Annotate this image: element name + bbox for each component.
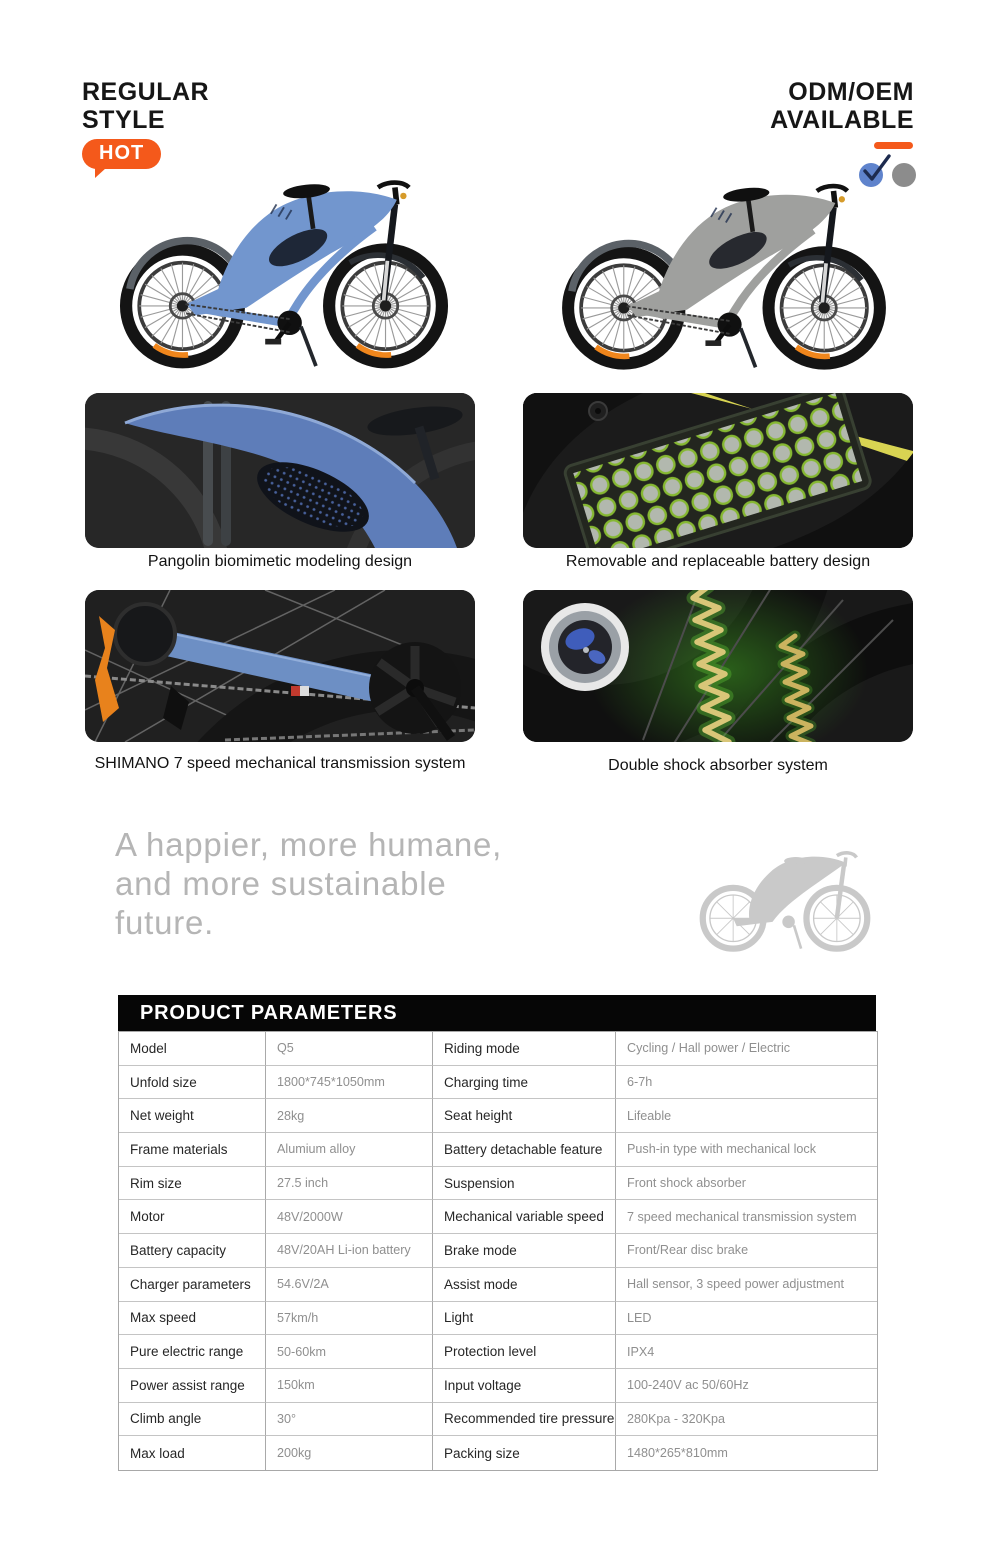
bike-grey-svg: [546, 152, 902, 384]
param-label: Battery capacity: [119, 1234, 266, 1268]
param-value: Lifeable: [616, 1099, 877, 1133]
tagline-line1: A happier, more humane,: [115, 826, 503, 863]
param-label: Light: [433, 1302, 616, 1336]
param-value: 27.5 inch: [266, 1167, 433, 1201]
odm-oem-line2: AVAILABLE: [770, 106, 914, 134]
param-value: 48V/20AH Li-ion battery: [266, 1234, 433, 1268]
param-label: Climb angle: [119, 1403, 266, 1437]
param-label: Suspension: [433, 1167, 616, 1201]
bike-image-blue: [104, 148, 464, 383]
param-value: 50-60km: [266, 1335, 433, 1369]
param-label: Pure electric range: [119, 1335, 266, 1369]
feature-image-shock-absorber: [523, 590, 913, 742]
tagline-line3: future.: [115, 903, 215, 941]
param-label: Net weight: [119, 1099, 266, 1133]
regular-style-line1: REGULAR: [82, 78, 210, 106]
param-label: Protection level: [433, 1335, 616, 1369]
parameters-table: [118, 1031, 878, 1471]
param-value: 1800*745*1050mm: [266, 1066, 433, 1100]
param-label: Motor: [119, 1200, 266, 1234]
param-label: Rim size: [119, 1167, 266, 1201]
param-label: Charging time: [433, 1066, 616, 1100]
param-value: Cycling / Hall power / Electric: [616, 1032, 877, 1066]
param-label: Max load: [119, 1436, 266, 1470]
param-value: LED: [616, 1302, 877, 1336]
param-value: 7 speed mechanical transmission system: [616, 1200, 877, 1234]
accent-underline: [874, 142, 913, 149]
feature-image-pangolin-frame: [85, 393, 475, 548]
odm-oem-title: [770, 78, 914, 134]
param-label: Unfold size: [119, 1066, 266, 1100]
bike-silhouette: [694, 836, 876, 954]
feature-image-battery: [523, 393, 913, 548]
param-value: IPX4: [616, 1335, 877, 1369]
hot-badge: HOT: [82, 139, 161, 169]
param-value: Hall sensor, 3 speed power adjustment: [616, 1268, 877, 1302]
param-value: 28kg: [266, 1099, 433, 1133]
feature-caption-battery: Removable and replaceable battery design: [565, 553, 871, 570]
param-label: Battery detachable feature: [433, 1133, 616, 1167]
odm-oem-line1: ODM/OEM: [788, 78, 914, 106]
param-value: 150km: [266, 1369, 433, 1403]
feature-caption-pangolin: Pangolin biomimetic modeling design: [147, 553, 413, 570]
tagline-line2: and more sustainable: [115, 864, 447, 902]
param-label: Mechanical variable speed: [433, 1200, 616, 1234]
param-label: Frame materials: [119, 1133, 266, 1167]
param-label: Riding mode: [433, 1032, 616, 1066]
bike-blue-svg: [104, 148, 464, 383]
feature-image-transmission: [85, 590, 475, 742]
param-value: 48V/2000W: [266, 1200, 433, 1234]
param-label: Max speed: [119, 1302, 266, 1336]
parameters-title: PRODUCT PARAMETERS: [118, 995, 876, 1031]
param-value: Front shock absorber: [616, 1167, 877, 1201]
param-value: 30°: [266, 1403, 433, 1437]
feature-caption-transmission: SHIMANO 7 speed mechanical transmission system: [94, 755, 466, 772]
bike-image-grey: [546, 152, 902, 384]
param-value: 200kg: [266, 1436, 433, 1470]
param-value: Alumium alloy: [266, 1133, 433, 1167]
param-value: 1480*265*810mm: [627, 1446, 728, 1461]
param-value: 280Kpa - 320Kpa: [616, 1403, 877, 1437]
param-label: Power assist range: [119, 1369, 266, 1403]
param-value: 6-7h: [616, 1066, 877, 1100]
param-label: Input voltage: [433, 1369, 616, 1403]
param-label: Brake mode: [433, 1234, 616, 1268]
param-value: Push-in type with mechanical lock: [616, 1133, 877, 1167]
param-value: Front/Rear disc brake: [616, 1234, 877, 1268]
param-label: Recommended tire pressure: [433, 1403, 616, 1437]
param-label: Seat height: [433, 1099, 616, 1133]
feature-caption-shock: Double shock absorber system: [608, 757, 828, 774]
param-label: Charger parameters: [119, 1268, 266, 1302]
param-value: 54.6V/2A: [266, 1268, 433, 1302]
tagline: [115, 826, 502, 943]
param-value: 57km/h: [266, 1302, 433, 1336]
param-label: Assist mode: [433, 1268, 616, 1302]
param-label: Packing size: [433, 1436, 616, 1470]
regular-style-line2: STYLE: [82, 106, 166, 134]
param-value: Q5: [266, 1032, 433, 1066]
regular-style-title: [82, 78, 209, 134]
param-label: Model: [119, 1032, 266, 1066]
param-value: 100-240V ac 50/60Hz: [616, 1369, 877, 1403]
